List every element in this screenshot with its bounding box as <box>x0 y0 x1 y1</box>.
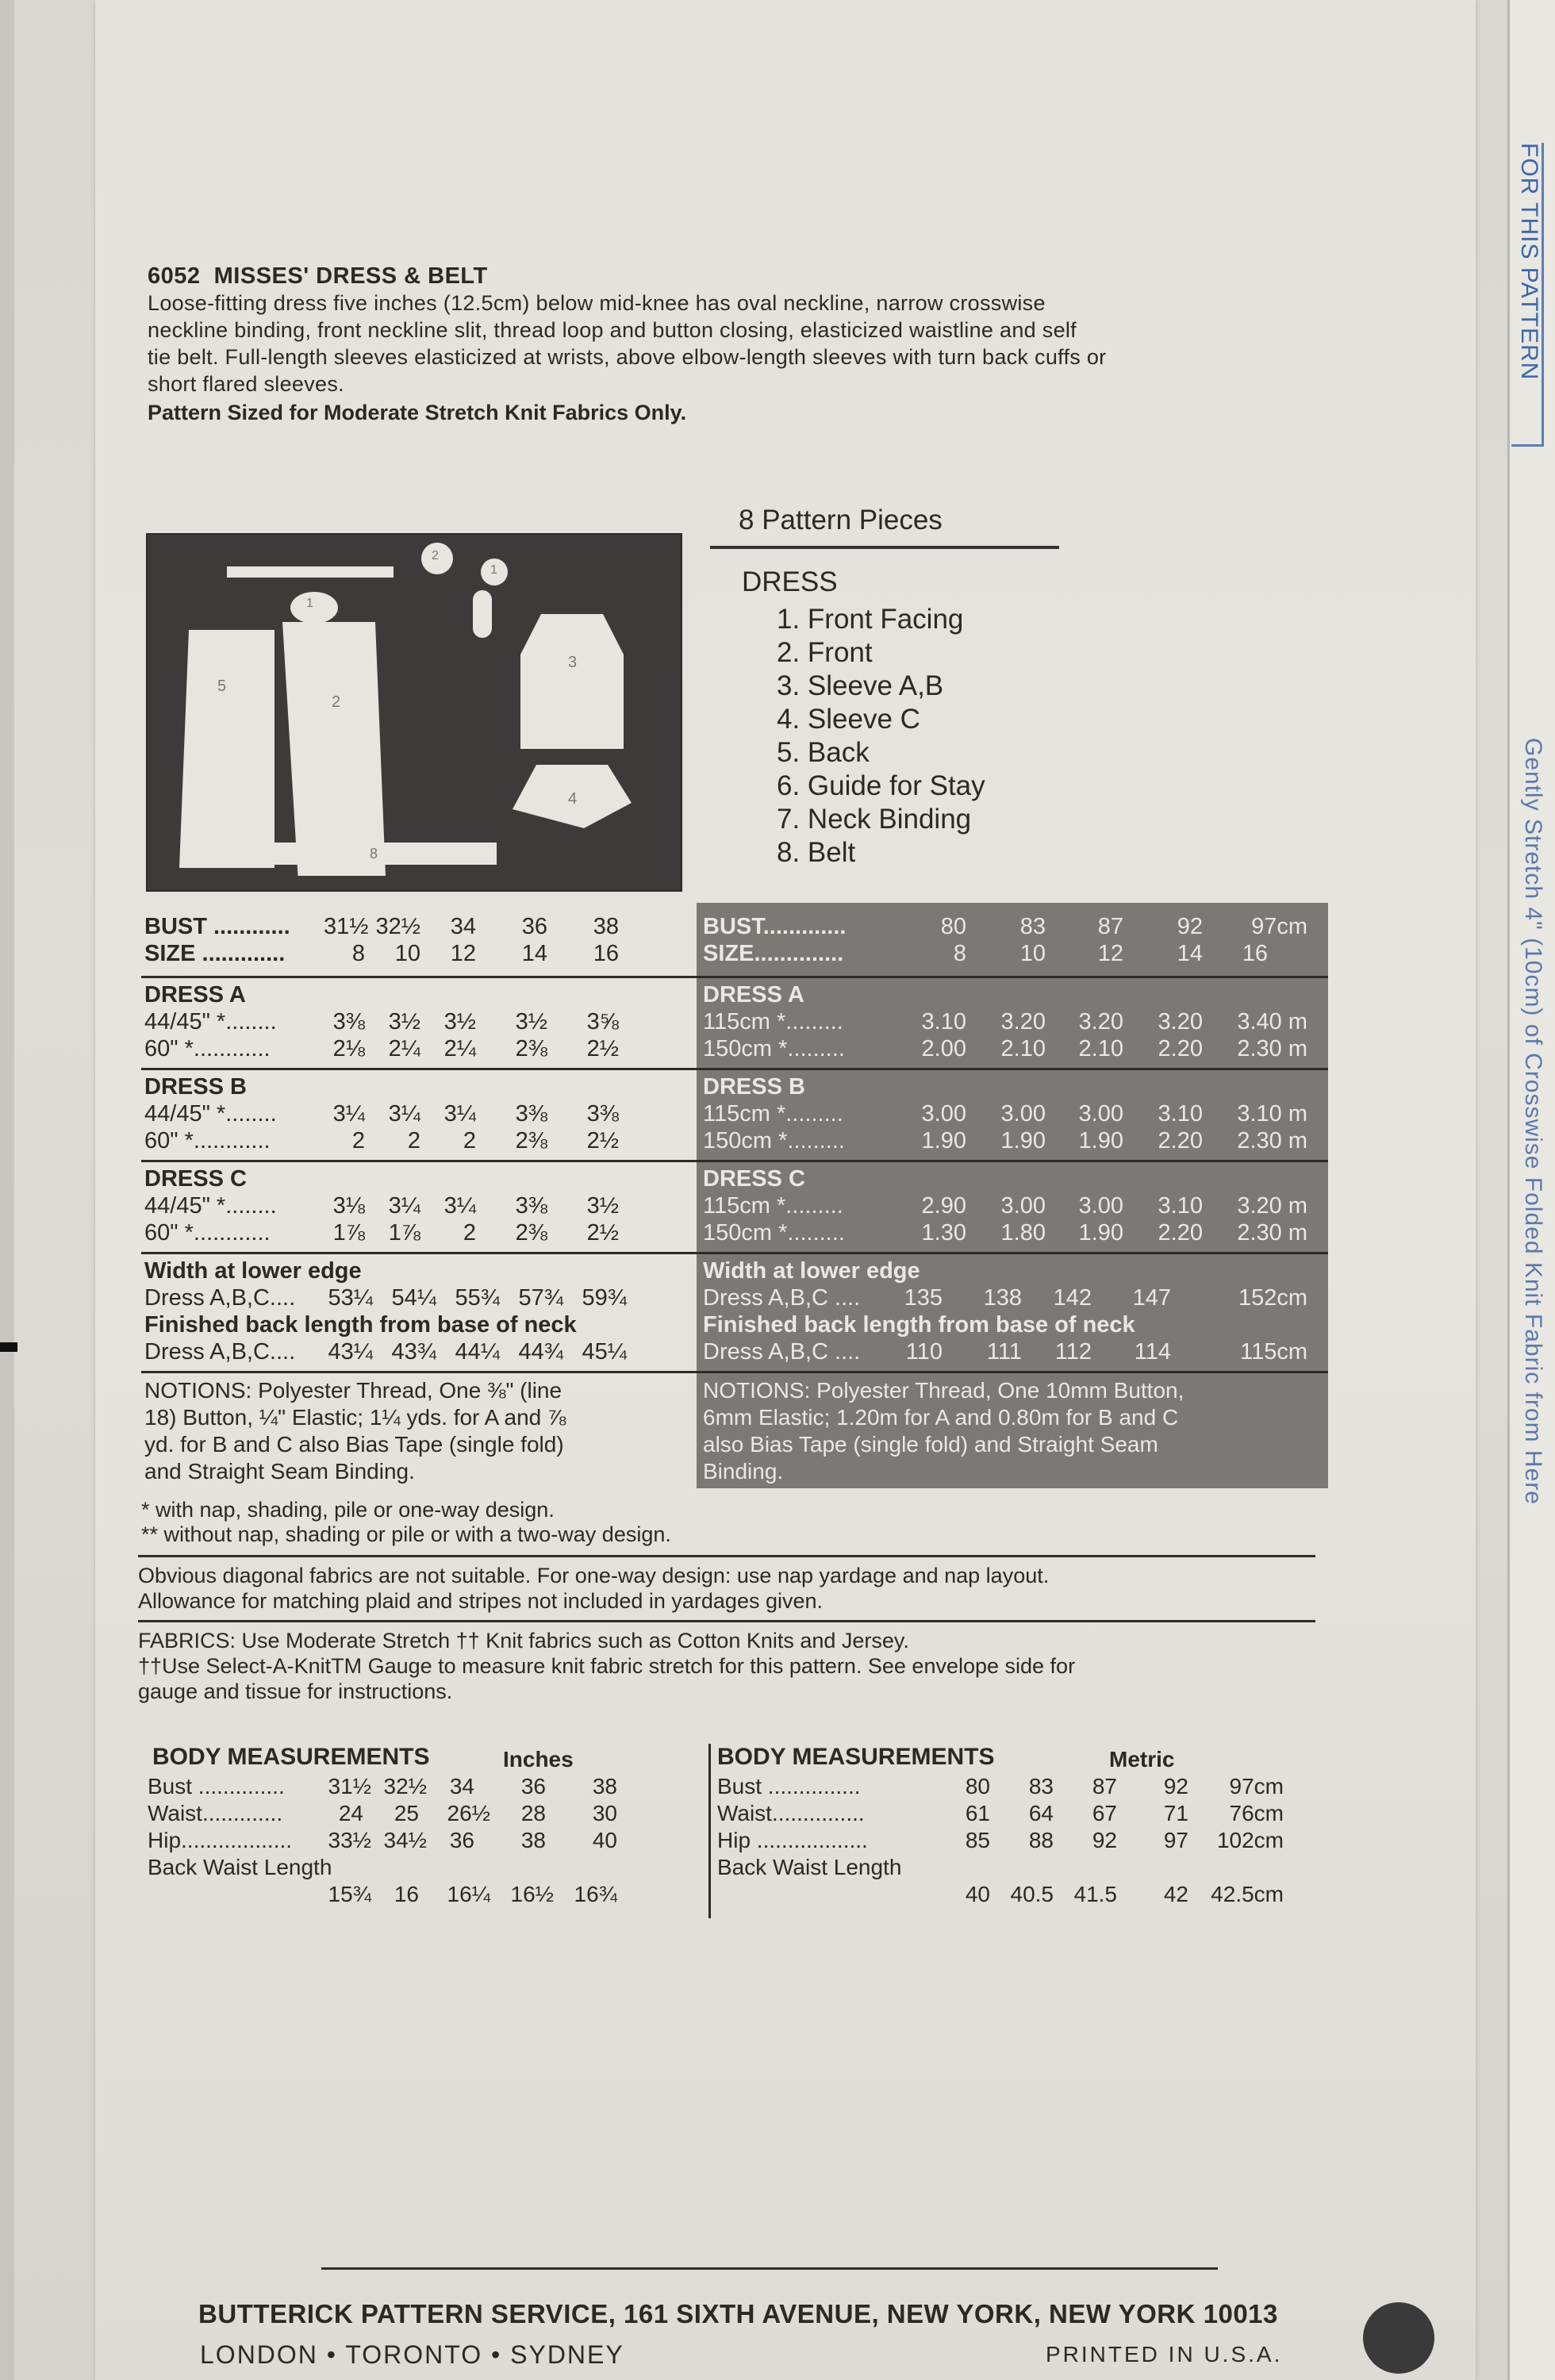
piece-item: 5. Back <box>777 737 870 768</box>
registration-dot <box>1363 2302 1434 2374</box>
body-bust-label-metric: Bust ............... <box>717 1774 861 1798</box>
pieces-group-label: DRESS <box>742 566 838 597</box>
gauge-label-stretch: Gently Stretch 4" (10cm) of Crosswise Folded Knit Fabric from Here <box>1520 738 1546 1505</box>
piece-item: 1. Front Facing <box>777 604 964 635</box>
piece-neck-binding <box>227 566 394 578</box>
diagonal-fabric-note: Obvious diagonal fabrics are not suitable. For one-way design: use nap yardage and nap layout. Allowance for matching plaid and stripes not included in yardages given. <box>138 1564 1050 1613</box>
piece-label: 2 <box>332 693 341 711</box>
piece-item: 4. Sleeve C <box>777 704 920 735</box>
body-hip-label-metric: Hip .................. <box>717 1828 868 1852</box>
pattern-title-line <box>148 263 1306 290</box>
body-waist-label: Waist............. <box>148 1801 283 1825</box>
pieces-items <box>710 603 1059 869</box>
piece-facing <box>290 592 338 624</box>
publisher-address: BUTTERICK PATTERN SERVICE, 161 SIXTH AVENUE, NEW YORK, NEW YORK 10013 <box>198 2299 1278 2328</box>
body-waist-label-metric: Waist............... <box>717 1801 865 1825</box>
publisher-cities: LONDON • TORONTO • SYDNEY <box>200 2340 624 2369</box>
fabrics-note: FABRICS: Use Moderate Stretch †† Knit fabrics such as Cotton Knits and Jersey. ††Use Select-A-KnitTM Gauge to measure knit fabric stretch for this pattern. See envelope side for gauge and tissue for instructions. <box>138 1629 1076 1703</box>
stretch-fabric-note: Pattern Sized for Moderate Stretch Knit Fabrics Only. <box>148 401 687 424</box>
body-meas-title-inches: BODY MEASUREMENTS <box>152 1744 430 1770</box>
description-line: tie belt. Full-length sleeves elasticized at wrists, above elbow-length sleeves with turn back cuffs or <box>148 345 1107 369</box>
body-bust-label: Bust .............. <box>148 1774 285 1798</box>
edge-mark <box>0 1342 17 1352</box>
piece-label: 1 <box>306 597 313 610</box>
pattern-title: MISSES' DRESS & BELT <box>213 263 488 289</box>
piece-label: 5 <box>217 678 227 695</box>
description-line: short flared sleeves. <box>148 372 344 396</box>
pattern-pieces-list <box>710 498 1059 869</box>
notions-metric: NOTIONS: Polyester Thread, One 10mm Button, 6mm Elastic; 1.20m for A and 0.80m for B and C also Bias Tape (single fold) and Straight Seam Binding. <box>703 1378 1184 1484</box>
yardage-footnotes <box>141 1498 1315 1547</box>
body-meas-title-metric: BODY MEASUREMENTS <box>717 1744 995 1770</box>
piece-item: 7. Neck Binding <box>777 804 972 835</box>
piece-small-2 <box>473 590 492 638</box>
yardage-table-metric: BUST............. 80 83 87 92 97cm SIZE.............. 8 10 12 14 16 DRESS A 115cm *......... 3.10 3.20 3.20 3.20 3.40 m 150cm *......... 2.00 2.10 2.10 2.20 2.30 m DRESS B 115cm *......... 3.00 3.00 3.00 3.10 3.10 m 150cm *......... 1.90 1.90 1.90 2.20 2.30 m DRESS C 115cm *......... 2.90 3.00 3.00 3.10 3.20 m 150cm *......... 1.30 1.80 1.90 2.20 2.30 m Width at lower edge Dress A,B,C .... 135 138 142 147 152cm Finished back length from base of neck Dress A,B,C .... 110 111 112 114 115cm NOTIONS: Polyester Thread, One 10mm Button, 6mm Elastic; 1.20m for A and 0.80m for B and C also Bias Tape (single fold) and Straight Seam Binding. <box>697 903 1328 1488</box>
piece-label: 1 <box>490 563 497 577</box>
piece-label: 3 <box>568 654 578 671</box>
pattern-description <box>148 263 1306 425</box>
footnote-with-nap: * with nap, shading, pile or one-way design. <box>141 1498 555 1522</box>
pattern-number: 6052 <box>148 263 201 289</box>
piece-back <box>179 630 275 868</box>
notions-inches: NOTIONS: Polyester Thread, One ⅜" (line 18) Button, ¼" Elastic; 1¼ yds. for A and ⅞ yd. for B and C also Bias Tape (single fold) and Straight Seam Binding. <box>144 1378 566 1484</box>
body-measurements: BODY MEASUREMENTS Inches Bust .............. Waist............. Hip.................. Back Waist Length 31½ 32½ 34 36 38 24 25 26½ 28 30 33½ 34½ 36 38 40 15¾ 16 16¼ 16½ 16¾ BODY MEASUREMENTS Metric Bust ............... Waist............... Hip .................. Back Waist Length 80 83 87 92 97cm 61 64 67 71 76cm 85 88 92 97 102cm 40 40.5 41.5 42 42.5cm <box>141 1744 1315 1918</box>
piece-front <box>282 622 386 876</box>
footnote-without-nap: ** without nap, shading or pile or with a two-way design. <box>141 1522 671 1546</box>
pieces-count-title: 8 Pattern Pieces <box>710 498 1059 549</box>
piece-sleeve-ab <box>520 614 624 749</box>
body-meas-unit-inches: Inches <box>503 1747 574 1772</box>
description-line: neckline binding, front neckline slit, thread loop and button closing, elasticized waistline and self <box>148 318 1077 342</box>
piece-label: 2 <box>432 549 439 562</box>
pattern-pieces-photo <box>146 533 682 892</box>
body-bwl-label-metric: Back Waist Length <box>717 1855 902 1879</box>
body-meas-unit-metric: Metric <box>1109 1747 1175 1772</box>
body-bwl-label: Back Waist Length <box>148 1855 332 1879</box>
piece-item: 6. Guide for Stay <box>777 770 985 801</box>
printed-in: PRINTED IN U.S.A. <box>1046 2342 1283 2367</box>
piece-item: 8. Belt <box>777 837 856 868</box>
piece-item: 2. Front <box>777 637 873 668</box>
piece-label: 8 <box>370 846 378 862</box>
piece-label: 4 <box>568 790 578 808</box>
piece-item: 3. Sleeve A,B <box>777 670 944 701</box>
description-line: Loose-fitting dress five inches (12.5cm) below mid-knee has oval neckline, narrow crosswise <box>148 291 1046 315</box>
body-hip-label: Hip.................. <box>148 1828 293 1852</box>
gauge-label-top: FOR THIS PATTERN <box>1516 143 1542 381</box>
